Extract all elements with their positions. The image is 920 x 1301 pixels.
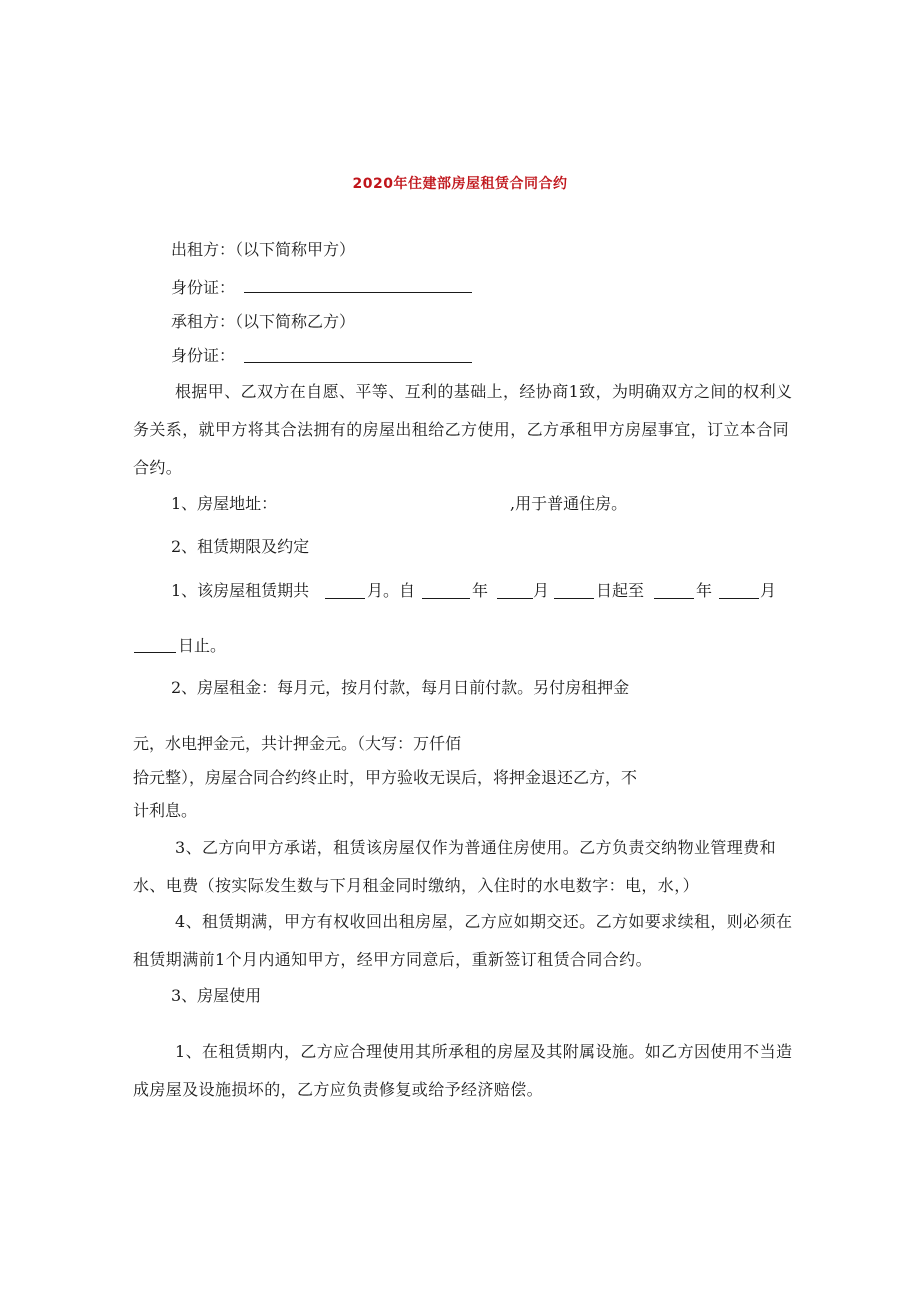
term-blank-end-month (719, 598, 759, 599)
id-blank-lessor (244, 292, 472, 293)
id-blank-lessee (244, 362, 472, 363)
term-blank-start-month (497, 598, 533, 599)
id-label-lessor: 身份证： (171, 278, 236, 297)
lessor-label: 出租方：（以下简称甲方） (171, 240, 356, 259)
rent-line-1: 2、房屋租金：每月元，按月付款，每月日前付款。另付房租押金 (171, 678, 630, 697)
term-text-7: 月 (760, 581, 777, 600)
intro-paragraph: 根据甲、乙双方在自愿、平等、互利的基础上，经协商1致，为明确双方之间的权利义务关系，就甲方将其合法拥有的房屋出租给乙方使用，乙方承租甲方房屋事宜，订立本合同合约。 (133, 382, 793, 477)
term-text-5: 日起至 (596, 581, 645, 600)
term-blank-start-year (422, 598, 470, 599)
address-prefix: 1、房屋地址： (171, 494, 278, 513)
document-title: 2020年住建部房屋租赁合同合约 (352, 176, 568, 192)
term-blank-months (325, 598, 365, 599)
rent-line-3: 拾元整），房屋合同合约终止时，甲方验收无误后，将押金退还乙方，不 (133, 768, 638, 787)
term-text-4: 月 (533, 581, 550, 600)
rent-line-4: 计利息。 (133, 801, 198, 820)
term-blank-end-day (134, 652, 176, 653)
item4-paragraph: 4、租赁期满，甲方有权收回出租房屋，乙方应如期交还。乙方如要求续租，则必须在租赁期满前1个月内通知甲方，经甲方同意后，重新签订租赁合同合约。 (133, 912, 793, 969)
item3-paragraph: 3、乙方向甲方承诺，租赁该房屋仅作为普通住房使用。乙方负责交纳物业管理费和水、电费（按实际发生数与下月租金同时缴纳，入住时的水电数字：电，水，） (133, 838, 776, 895)
usage-paragraph: 1、在租赁期内，乙方应合理使用其所承租的房屋及其附属设施。如乙方因使用不当造成房屋及设施损坏的，乙方应负责修复或给予经济赔偿。 (133, 1042, 793, 1099)
term-blank-start-day (554, 598, 594, 599)
address-suffix: ,用于普通住房。 (510, 494, 628, 513)
term-blank-end-year (654, 598, 694, 599)
term-text-6: 年 (696, 581, 713, 600)
term-text-2: 月。自 (367, 581, 416, 600)
term-text-8: 日止。 (178, 636, 227, 655)
term-text-1: 1、该房屋租赁期共 (171, 581, 310, 600)
rent-line-2: 元，水电押金元，共计押金元。（大写：万仟佰 (133, 734, 462, 753)
term-text-3: 年 (472, 581, 489, 600)
section2-heading: 2、租赁期限及约定 (171, 537, 310, 556)
lessee-label: 承租方：（以下简称乙方） (171, 312, 356, 331)
section3-heading: 3、房屋使用 (171, 986, 262, 1005)
id-label-lessee: 身份证： (171, 346, 236, 365)
